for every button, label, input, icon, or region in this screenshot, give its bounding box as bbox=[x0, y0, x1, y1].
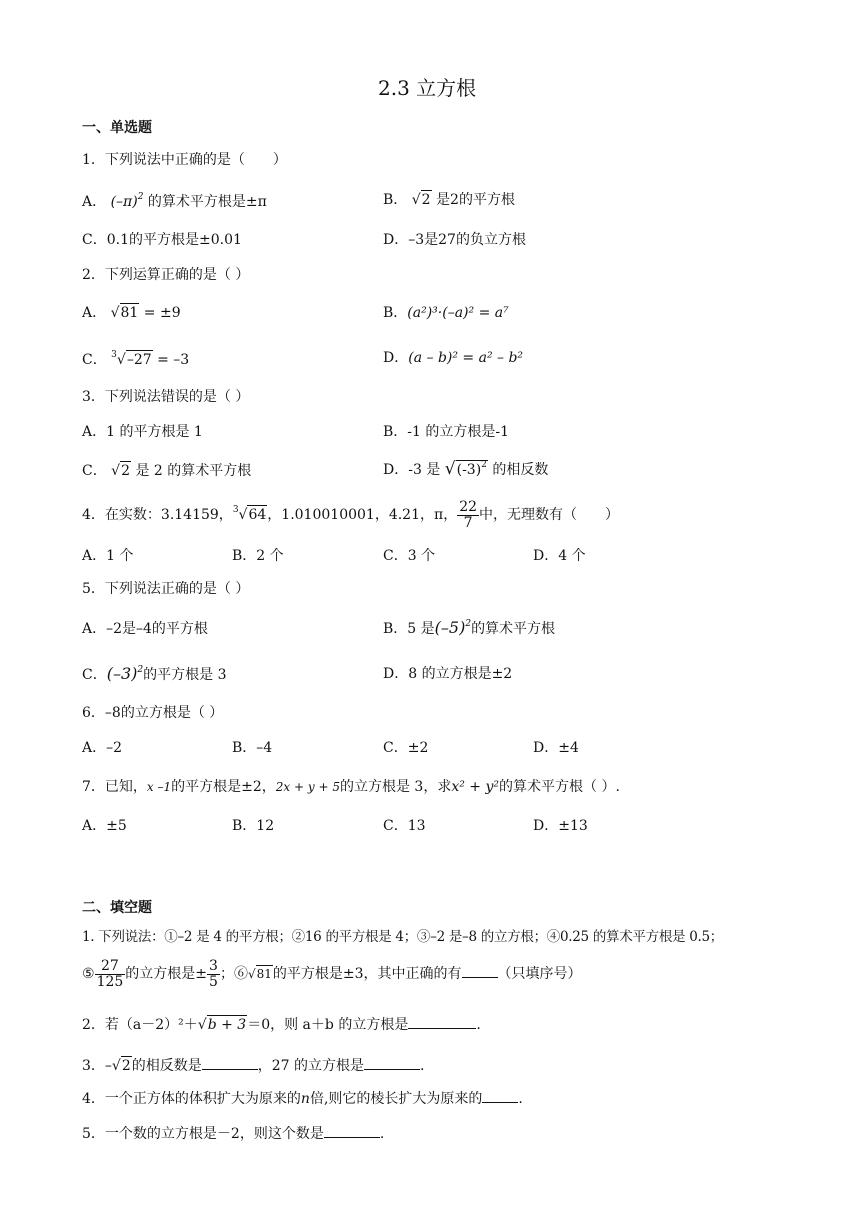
stem-text: . bbox=[379, 1126, 385, 1142]
question-7-stem bbox=[82, 780, 620, 794]
stem-text: . bbox=[476, 1017, 481, 1033]
sqrt-icon: √b + 3 bbox=[197, 1017, 247, 1033]
question-2-stem: 2．下列运算正确的是（ ） bbox=[82, 267, 250, 283]
option-label: D． bbox=[383, 350, 409, 366]
option-text: (a – b)² = a² – b² bbox=[408, 350, 524, 366]
stem-text: 2．若（a－2）²＋ bbox=[82, 1017, 198, 1033]
option-label: C． bbox=[82, 463, 107, 479]
fill-1-line-2 bbox=[82, 959, 582, 989]
fraction-numerator: 27 bbox=[95, 959, 126, 975]
option-text-pre: B．5 是 bbox=[383, 621, 435, 637]
option-text-post: 的平方根是 3 bbox=[143, 667, 227, 683]
answer-blank[interactable] bbox=[462, 965, 498, 978]
fill-4 bbox=[82, 1090, 523, 1106]
question-3-stem: 3．下列说法错误的是（ ） bbox=[82, 389, 250, 405]
q2-option-b bbox=[383, 306, 509, 320]
stem-text: ；⑥ bbox=[219, 966, 248, 983]
math-expr: $(-\pi)^2$ bbox=[110, 192, 144, 210]
stem-text: （只填序号） bbox=[497, 966, 582, 983]
sqrt-icon: $√(-3)^2$ bbox=[444, 459, 487, 479]
stem-text: 的相反数是 bbox=[131, 1058, 202, 1074]
q1-option-d bbox=[383, 233, 526, 247]
question-6-stem: 6．–8的立方根是（ ） bbox=[82, 705, 224, 721]
stem-text: 的算术平方根（ ）. bbox=[499, 779, 620, 795]
q6-option-b: B．–4 bbox=[232, 740, 273, 756]
option-label: A． bbox=[82, 424, 107, 440]
math-variable: n bbox=[300, 1091, 310, 1107]
q7-option-a: A．±5 bbox=[82, 818, 127, 834]
q6-option-d: D．±4 bbox=[533, 740, 579, 756]
stem-text: 的平方根是±3，其中正确的有 bbox=[272, 966, 462, 983]
math-expr: $(-3)^2$ bbox=[106, 664, 144, 683]
stem-text: ，1.010010001，4.21，π， bbox=[267, 507, 458, 524]
q4-option-a: A．1 个 bbox=[82, 548, 134, 564]
stem-text: ，27 的立方根是 bbox=[257, 1058, 365, 1074]
stem-text: 5．一个数的立方根是－2，则这个数是 bbox=[82, 1126, 324, 1142]
option-text: 是 2 的算术平方根 bbox=[135, 463, 252, 479]
math-expr: x –1 bbox=[146, 780, 172, 794]
q7-option-d: D．±13 bbox=[533, 818, 588, 834]
math-expr: 2x + y + 5 bbox=[275, 780, 340, 794]
q7-option-c: C．13 bbox=[383, 818, 426, 834]
section-heading-single-choice: 一、单选题 bbox=[82, 120, 152, 136]
option-text: -1 的立方根是-1 bbox=[407, 424, 510, 440]
fraction bbox=[95, 959, 126, 989]
option-text: = ±9 bbox=[143, 305, 181, 321]
q2-option-c bbox=[82, 351, 189, 367]
answer-blank[interactable] bbox=[408, 1016, 476, 1029]
stem-text: 的立方根是 3，求 bbox=[339, 779, 452, 795]
stem-text: . bbox=[420, 1058, 425, 1074]
q4-option-d: D．4 个 bbox=[533, 548, 586, 564]
stem-text: ＝0，则 a＋b 的立方根是 bbox=[247, 1017, 409, 1033]
q6-option-c: C．±2 bbox=[383, 740, 429, 756]
option-label: B． bbox=[383, 192, 408, 208]
q6-option-a: A．–2 bbox=[82, 740, 123, 756]
option-text-pre: D．-3 是 bbox=[383, 462, 441, 478]
q3-option-b bbox=[383, 425, 509, 439]
fraction bbox=[457, 500, 479, 530]
answer-blank[interactable] bbox=[364, 1057, 420, 1070]
sqrt-icon: √81 bbox=[110, 305, 139, 321]
cube-root-icon: $^3$√64 bbox=[232, 505, 267, 524]
circled-number: ⑤ bbox=[82, 966, 95, 983]
option-text-post: 的算术平方根 bbox=[471, 621, 556, 637]
q1-option-a bbox=[82, 193, 267, 209]
q4-option-c: C．3 个 bbox=[383, 548, 436, 564]
cube-root-icon: $^3$√–27 bbox=[111, 350, 152, 368]
answer-blank[interactable] bbox=[482, 1090, 518, 1103]
q7-option-b: B．12 bbox=[232, 818, 275, 834]
stem-text: 中，无理数有（ ） bbox=[479, 507, 620, 524]
q5-option-d: D．8 的立方根是±2 bbox=[383, 666, 513, 682]
q5-option-c bbox=[82, 666, 226, 682]
stem-text: . bbox=[518, 1091, 523, 1107]
stem-text: 4．一个正方体的体积扩大为原来的 bbox=[82, 1091, 301, 1107]
question-4-stem bbox=[82, 500, 619, 530]
sqrt-icon: √2 bbox=[111, 463, 131, 479]
option-text: 是2的平方根 bbox=[436, 192, 515, 208]
stem-text: 4．在实数：3.14159， bbox=[82, 507, 233, 524]
stem-text: 3． bbox=[82, 1058, 105, 1074]
q1-option-c bbox=[82, 233, 242, 247]
option-text: 1 的平方根是 1 bbox=[106, 424, 203, 440]
stem-text: 的平方根是±2， bbox=[171, 779, 276, 795]
q5-option-a: A．–2是–4的平方根 bbox=[82, 621, 208, 637]
sqrt-icon: √81 bbox=[247, 967, 272, 982]
option-label: A． bbox=[82, 305, 107, 321]
option-label: C． bbox=[82, 352, 107, 368]
q2-option-a bbox=[82, 306, 181, 320]
fill-3 bbox=[82, 1057, 424, 1073]
section-heading-fill-blank: 二、填空题 bbox=[82, 900, 152, 916]
q4-option-b: B．2 个 bbox=[232, 548, 284, 564]
option-label: D． bbox=[383, 232, 409, 248]
question-1-stem: 1．下列说法中正确的是（ ） bbox=[82, 152, 287, 168]
option-label: B． bbox=[383, 305, 408, 321]
fraction-numerator: 22 bbox=[459, 499, 478, 515]
option-text: = –3 bbox=[157, 352, 190, 368]
option-text: 的算术平方根是±π bbox=[147, 194, 267, 210]
math-expr: x² + y² bbox=[451, 779, 499, 795]
fill-1-line-1: 1. 下列说法：①–2 是 4 的平方根；②16 的平方根是 4；③–2 是–8 的立方根；④0.25 的算术平方根是 0.5； bbox=[82, 929, 723, 945]
q3-option-c bbox=[82, 464, 251, 478]
option-label: C． bbox=[82, 667, 107, 683]
stem-text: 倍,则它的棱长扩大为原来的 bbox=[309, 1091, 483, 1107]
answer-blank[interactable] bbox=[324, 1125, 380, 1138]
stem-text: 的立方根是± bbox=[125, 966, 208, 983]
option-text: –3是27的负立方根 bbox=[408, 232, 526, 248]
q5-option-b bbox=[383, 620, 555, 636]
q1-option-b bbox=[383, 193, 515, 207]
q3-option-d bbox=[383, 461, 548, 478]
fraction-denominator: 5 bbox=[209, 973, 218, 990]
option-label: B． bbox=[383, 424, 408, 440]
option-label: C． bbox=[82, 232, 107, 248]
q3-option-a bbox=[82, 425, 203, 439]
page-title: 2.3 立方根 bbox=[378, 76, 477, 100]
fraction bbox=[207, 959, 220, 989]
q2-option-d bbox=[383, 351, 523, 365]
answer-blank[interactable] bbox=[202, 1057, 258, 1070]
option-text-post: 的相反数 bbox=[492, 462, 549, 478]
fill-5 bbox=[82, 1125, 384, 1141]
fraction-denominator: 7 bbox=[463, 514, 473, 531]
option-label: A． bbox=[82, 194, 107, 210]
math-expr: $(-5)^2$ bbox=[434, 618, 472, 637]
neg-sqrt-icon: –√2 bbox=[104, 1058, 131, 1074]
option-text: (a²)³·(–a)² = a⁷ bbox=[407, 305, 509, 321]
option-text: 0.1的平方根是±0.01 bbox=[106, 232, 242, 248]
sqrt-icon: √2 bbox=[411, 192, 431, 208]
fill-2 bbox=[82, 1016, 481, 1032]
stem-text: 7．已知， bbox=[82, 779, 147, 795]
question-5-stem: 5．下列说法正确的是（ ） bbox=[82, 581, 250, 597]
fraction-numerator: 3 bbox=[209, 958, 218, 974]
fraction-denominator: 125 bbox=[96, 973, 124, 990]
